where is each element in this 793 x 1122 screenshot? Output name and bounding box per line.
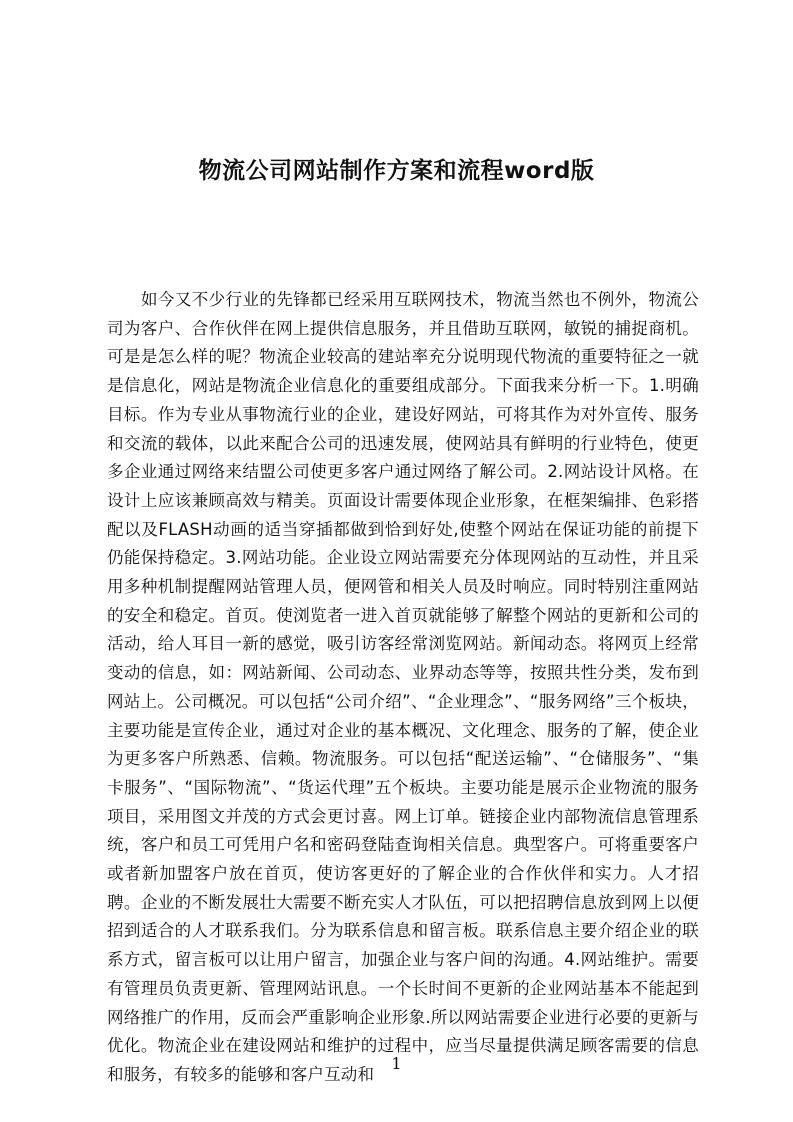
document-title: 物流公司网站制作方案和流程word版 xyxy=(198,158,595,185)
page-number: 1 xyxy=(391,1054,402,1073)
body-paragraph: 如今又不少行业的先锋都已经采用互联网技术，物流当然也不例外，物流公司为客户、合作伙伴在网上提供信息服务，并且借助互联网，敏锐的捕捉商机。可是是怎么样的呢？物流企业较高的建站率充分说明现代物流的重要特征之一就是信息化，网站是物流企业信息化的重要组成部分。下面我来分析一下。1.明确目标。作为专业从事物流行业的企业，建设好网站，可将其作为对外宣传、服务和交流的载体，以此来配合公司的迅速发展，使网站具有鲜明的行业特色，使更多企业通过网络来结盟公司使更多客户通过网络了解公司。2.网站设计风格。在设计上应该兼顾高效与精美。页面设计需要体现企业形象，在框架编排、色彩搭配以及FLASH动画的适当穿插都做到恰到好处,使整个网站在保证功能的前提下仍能保持稳定。3.网站功能。企业设立网站需要充分体现网站的互动性，并且采用多种机制提醒网站管理人员，便网管和相关人员及时响应。同时特别注重网站的安全和稳定。首页。使浏览者一进入首页就能够了解整个网站的更新和公司的活动，给人耳目一新的感觉，吸引访客经常浏览网站。新闻动态。将网页上经常变动的信息，如：网站新闻、公司动态、业界动态等等，按照共性分类，发布到网站上。公司概况。可以包括“公司介绍”、“企业理念”、“服务网络”三个板块，主要功能是宣传企业，通过对企业的基本概况、文化理念、服务的了解，使企业为更多客户所熟悉、信赖。物流服务。可以包括“配送运输”、“仓储服务”、“集卡服务”、“国际物流”、“货运代理”五个板块。主要功能是展示企业物流的服务项目，采用图文并茂的方式会更讨喜。网上订单。链接企业内部物流信息管理系统，客户和员工可凭用户名和密码登陆查询相关信息。典型客户。可将重要客户或者新加盟客户放在首页，使访客更好的了解企业的合作伙伴和实力。人才招聘。企业的不断发展壮大需要不断充实人才队伍，可以把招聘信息放到网上以便招到适合的人才联系我们。分为联系信息和留言板。联系信息主要介绍企业的联系方式，留言板可以让用户留言，加强企业与客户间的沟通。4.网站维护。需要有管理员负责更新、管理网站讯息。一个长时间不更新的企业网站基本不能起到网络推广的作用，反而会严重影响企业形象.所以网站需要企业进行必要的更新与优化。物流企业在建设网站和维护的过程中，应当尽量提供满足顾客需要的信息和服务，有较多的能够和客户互动和 xyxy=(107,290,699,1084)
